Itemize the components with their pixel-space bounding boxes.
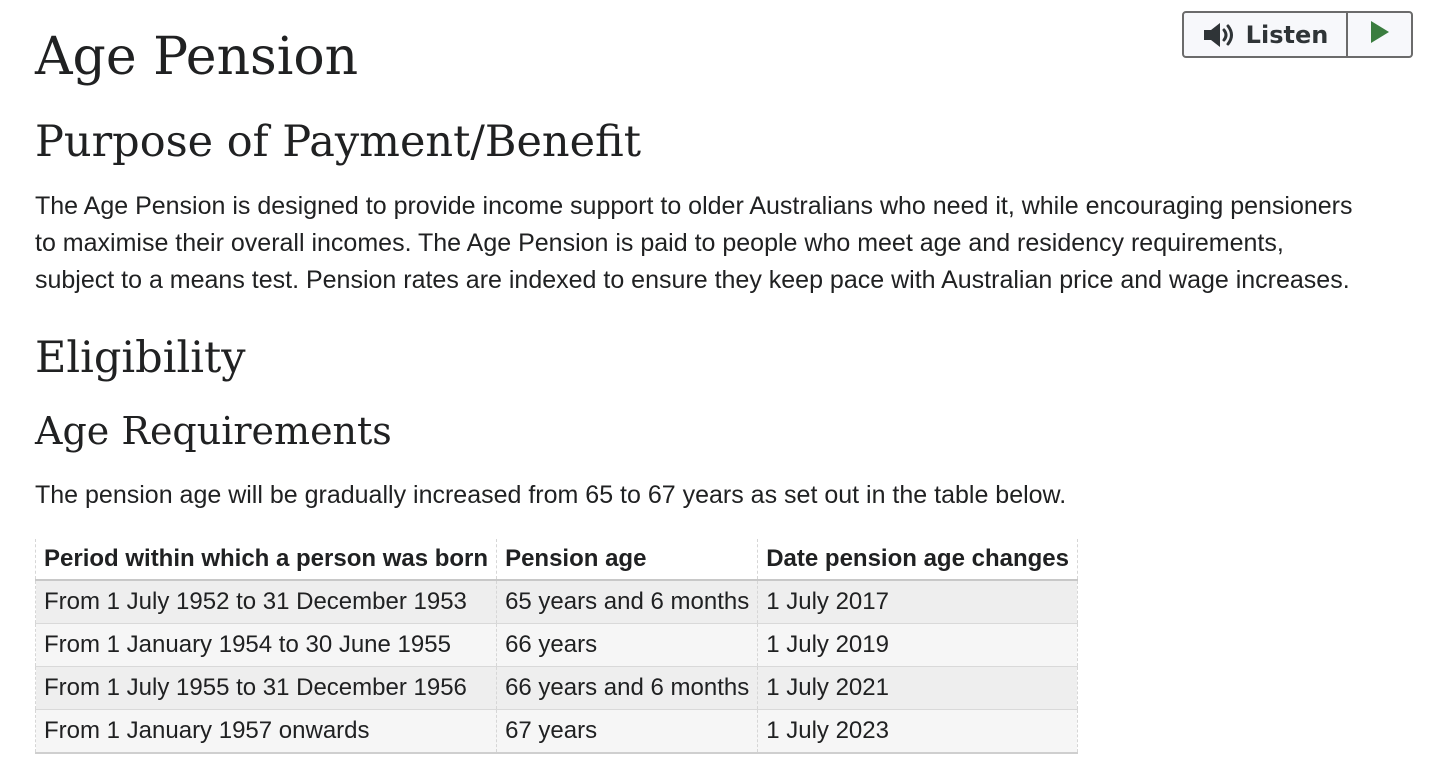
pension-age-cell: 66 years and 6 months <box>497 667 758 710</box>
birth-period-cell: From 1 January 1954 to 30 June 1955 <box>36 624 497 667</box>
table-header-row <box>36 539 1078 580</box>
purpose-paragraph: The Age Pension is designed to provide income support to older Australians who need it, while encouraging pensioners to maximise their overall incomes. The Age Pension is paid to people who meet age and residency requirements, subject to a means test. Pension rates are indexed to ensure they keep pace with Australian price and wage increases. <box>35 192 1353 294</box>
listen-button[interactable] <box>1184 13 1348 56</box>
speaker-icon <box>1202 21 1236 49</box>
page-title: Age Pension <box>35 27 359 87</box>
age-requirements-heading: Age Requirements <box>35 409 392 453</box>
table-row <box>36 580 1078 624</box>
change-date-cell: 1 July 2021 <box>758 667 1078 710</box>
play-icon <box>1369 20 1391 49</box>
table-row <box>36 624 1078 667</box>
purpose-heading: Purpose of Payment/Benefit <box>35 117 642 167</box>
pension-age-cell: 65 years and 6 months <box>497 580 758 624</box>
table-row <box>36 667 1078 710</box>
pension-age-cell: 66 years <box>497 624 758 667</box>
change-date-cell: 1 July 2023 <box>758 710 1078 754</box>
pension-age-cell: 67 years <box>497 710 758 754</box>
pension-age-table <box>35 539 1078 754</box>
listen-widget <box>1182 11 1413 58</box>
table-header-cell: Pension age <box>497 539 758 580</box>
eligibility-heading: Eligibility <box>35 333 246 383</box>
table-header-cell: Date pension age changes <box>758 539 1078 580</box>
age-requirements-intro: The pension age will be gradually increased from 65 to 67 years as set out in the table below. <box>35 481 1067 509</box>
listen-label: Listen <box>1245 20 1329 49</box>
table-header-cell: Period within which a person was born <box>36 539 497 580</box>
play-button[interactable] <box>1348 13 1411 56</box>
change-date-cell: 1 July 2019 <box>758 624 1078 667</box>
table-row <box>36 710 1078 754</box>
birth-period-cell: From 1 January 1957 onwards <box>36 710 497 754</box>
birth-period-cell: From 1 July 1952 to 31 December 1953 <box>36 580 497 624</box>
change-date-cell: 1 July 2017 <box>758 580 1078 624</box>
birth-period-cell: From 1 July 1955 to 31 December 1956 <box>36 667 497 710</box>
